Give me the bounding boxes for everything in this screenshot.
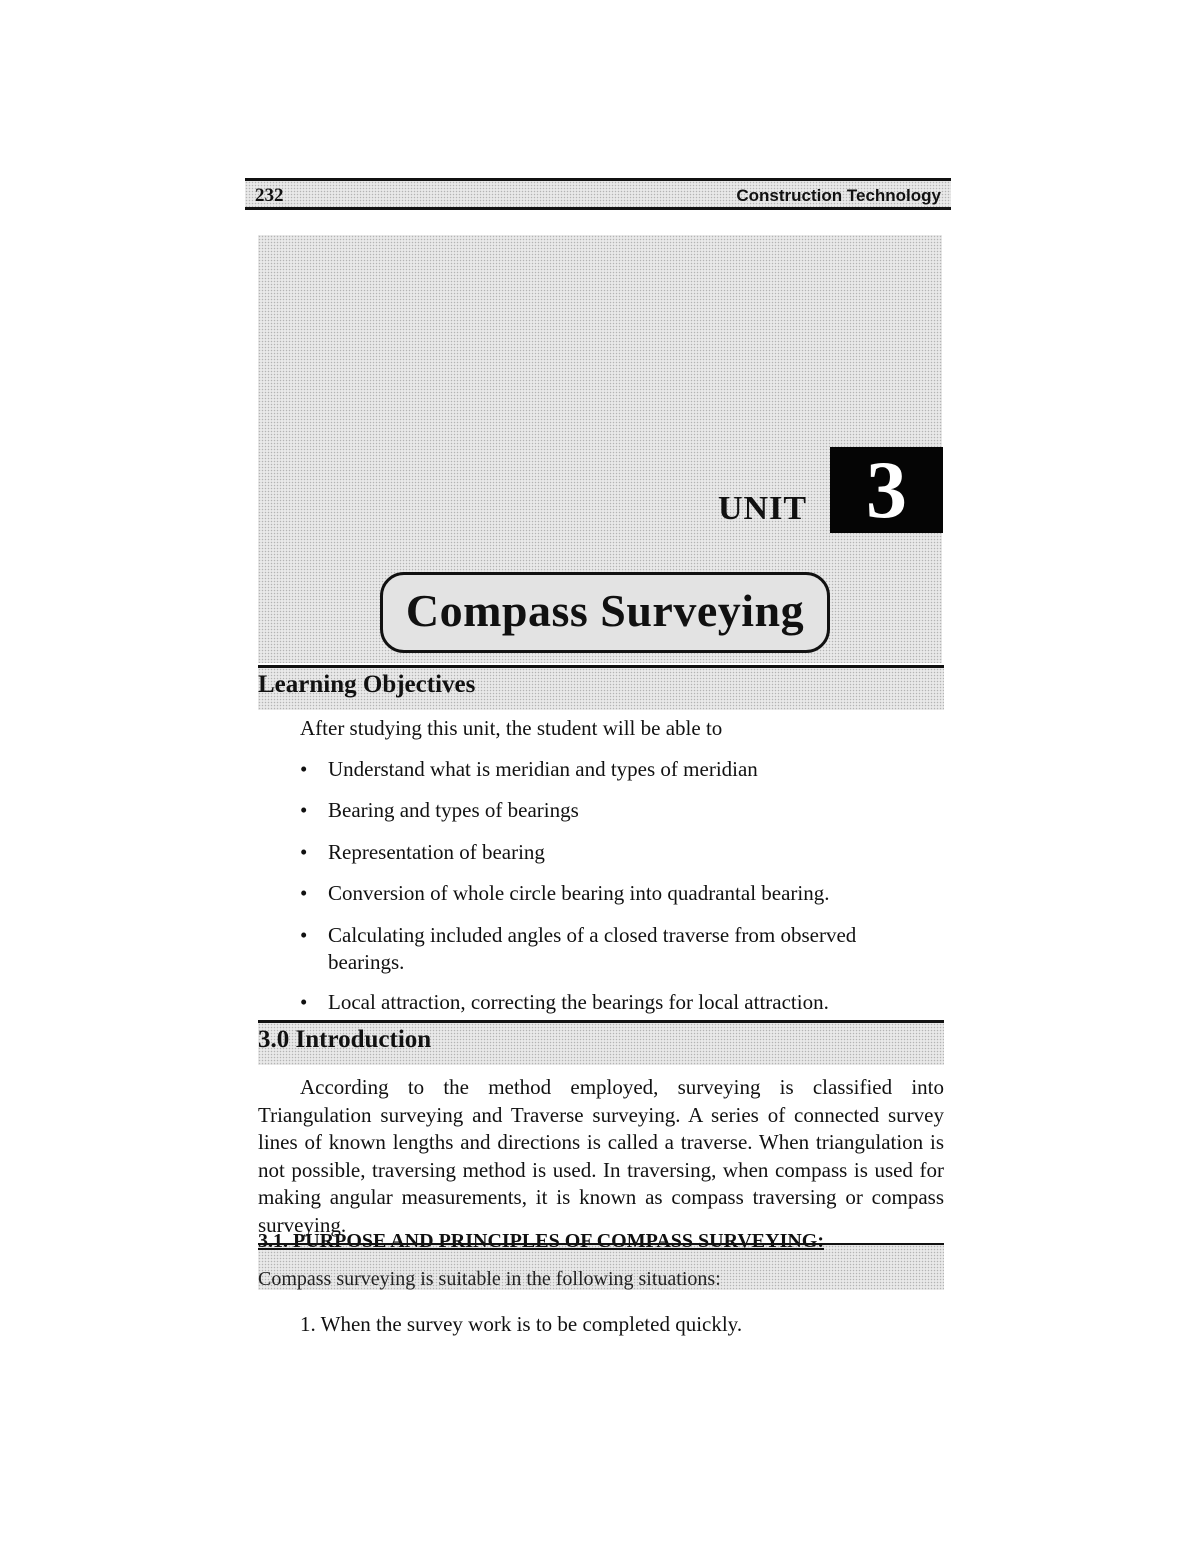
introduction-heading: 3.0 Introduction: [258, 1026, 432, 1053]
objective-text: Calculating included angles of a closed traverse from observed bearings.: [328, 923, 857, 974]
bullet-icon: •: [300, 881, 308, 905]
unit-label: UNIT: [718, 490, 808, 527]
chapter-title-frame: [380, 572, 830, 653]
objective-text: Bearing and types of bearings: [328, 798, 579, 822]
objective-text: Local attraction, correcting the bearings for local attraction.: [328, 990, 829, 1014]
bullet-icon: •: [300, 990, 308, 1014]
objective-text: Understand what is meridian and types of meridian: [328, 757, 758, 781]
bullet-icon: •: [300, 840, 308, 864]
list-item: [300, 989, 940, 1016]
bullet-icon: •: [300, 798, 308, 822]
objectives-list: [300, 756, 940, 1016]
unit-number: 3: [866, 444, 907, 535]
list-item: [300, 922, 928, 976]
learning-objectives-bar: [258, 665, 944, 710]
chapter-title: Compass Surveying: [405, 585, 805, 636]
page-number: 232: [255, 185, 284, 206]
introduction-bar: [258, 1020, 944, 1065]
list-item: [300, 797, 940, 824]
running-title: Construction Technology: [736, 186, 941, 205]
situation-list-item: 1. When the survey work is to be completed quickly.: [300, 1312, 743, 1336]
learning-objectives-intro: After studying this unit, the student will be able to: [300, 716, 723, 740]
purpose-intro: Compass surveying is suitable in the following situations:: [258, 1268, 721, 1290]
learning-objectives-heading: Learning Objectives: [258, 671, 476, 698]
list-item: [300, 880, 940, 907]
bullet-icon: •: [300, 757, 308, 781]
objective-text: Representation of bearing: [328, 840, 545, 864]
objective-text: Conversion of whole circle bearing into quadrantal bearing.: [328, 881, 830, 905]
unit-number-box: [830, 444, 943, 535]
list-item: [300, 839, 940, 866]
purpose-heading: 3.1. PURPOSE AND PRINCIPLES OF COMPASS SURVEYING:: [258, 1230, 825, 1252]
bullet-icon: •: [300, 923, 308, 947]
list-item: [300, 756, 940, 783]
introduction-paragraph: According to the method employed, surveying is classified into Triangulation surveying and Traverse surveying. A series of connected survey lines of known lengths and directions is called a traverse. When triangulation is not possible, traversing method is used. In traversing, when compass is used for making angular measurements, it is known as compass traversing or compass surveying.: [258, 1075, 944, 1237]
running-header: [245, 178, 951, 210]
purpose-section-bar: [258, 1230, 944, 1290]
